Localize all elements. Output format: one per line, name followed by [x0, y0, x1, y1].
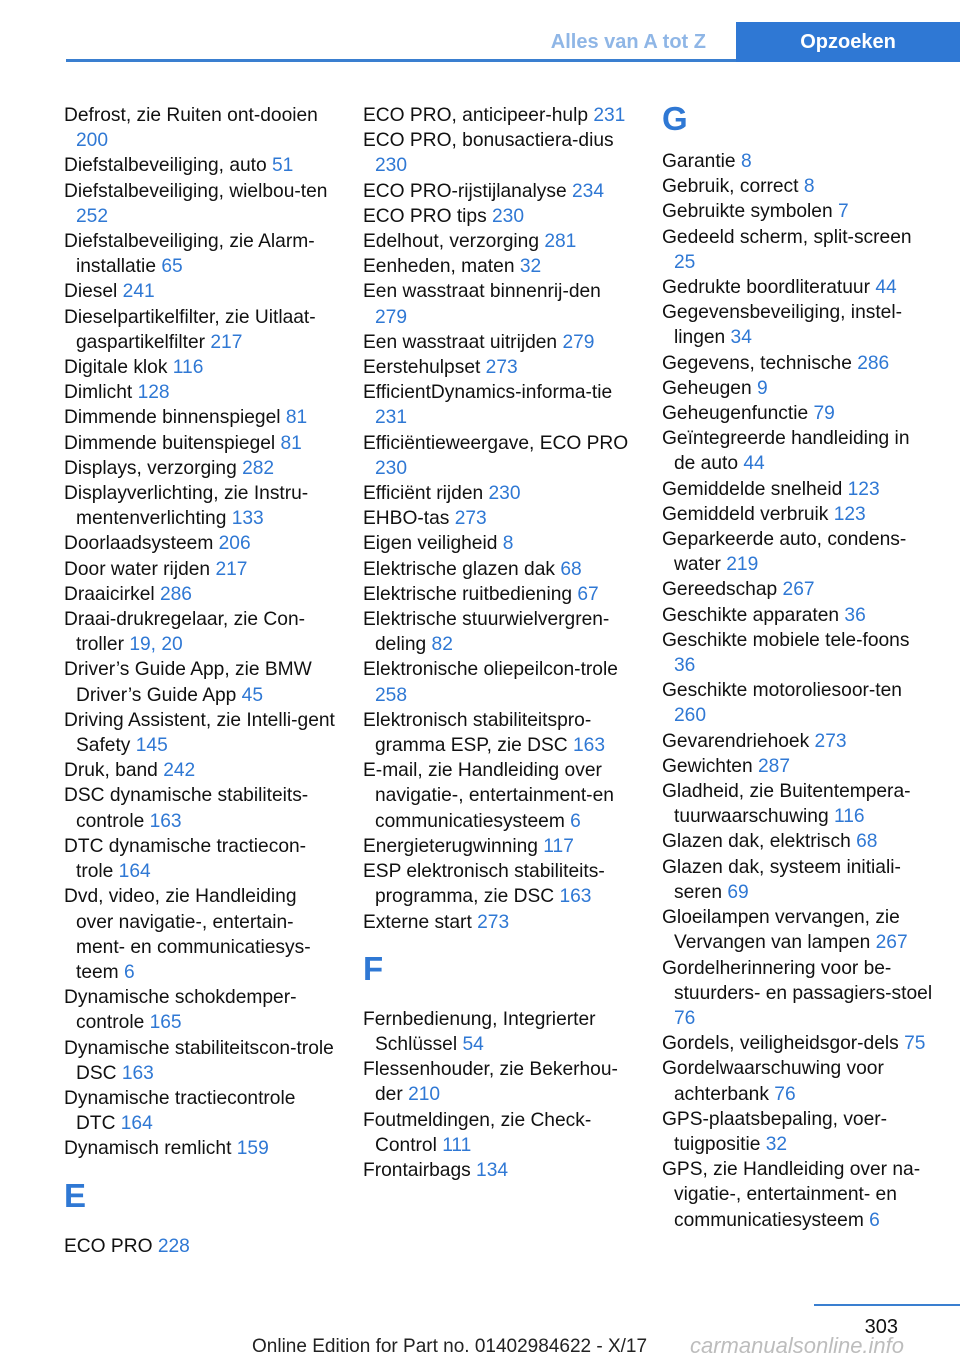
page-ref-link[interactable]: 145: [135, 735, 168, 757]
index-entry: [64, 758, 336, 783]
page-ref-link[interactable]: 241: [122, 281, 155, 303]
entry-term: Foutmeldingen, zie Check-Control: [363, 1109, 592, 1156]
index-entry: [363, 254, 635, 279]
page-ref-link[interactable]: 34: [730, 327, 752, 349]
index-entry: [662, 527, 934, 577]
index-entry: [64, 557, 336, 582]
index-entry: [662, 577, 934, 602]
page-ref-link[interactable]: 228: [157, 1235, 190, 1257]
index-entry: [64, 1086, 336, 1136]
page-header: [0, 0, 960, 62]
page-ref-link[interactable]: 134: [476, 1159, 509, 1181]
index-entry: [662, 603, 934, 628]
page-ref-link[interactable]: 273: [485, 357, 518, 379]
index-entry: [363, 330, 635, 355]
index-entry: [363, 657, 635, 707]
entry-term: Dvd, video, zie Handleiding over navigatie-, entertain-ment- en communicatiesys-teem: [64, 886, 311, 983]
page-ref-link[interactable]: 231: [593, 105, 626, 126]
entry-term: Frontairbags: [363, 1159, 477, 1181]
page-ref-link[interactable]: 163: [572, 735, 605, 757]
index-entry: [64, 179, 336, 229]
entry-term: Druk, band: [64, 760, 164, 782]
index-entry: [662, 855, 934, 905]
index-entry: [363, 229, 635, 254]
entry-term: Dieselpartikelfilter, zie Uitlaat-gaspartikelfilter: [64, 306, 316, 353]
entry-term: Gordelwaarschuwing voor achterbank: [662, 1058, 884, 1105]
page-ref-link[interactable]: 44: [743, 453, 765, 475]
page-ref-link[interactable]: 6: [570, 810, 581, 832]
entry-term: Gemiddelde snelheid: [662, 478, 848, 500]
page-ref-link[interactable]: 9: [756, 377, 768, 399]
entry-term: Geschikte motoroliesoor-ten: [662, 680, 902, 702]
page-ref-link[interactable]: 76: [674, 1007, 696, 1029]
index-column-1: [64, 103, 336, 1259]
entry-term: Gebruikte symbolen: [662, 201, 838, 223]
entry-term: Doorlaadsysteem: [64, 533, 219, 555]
page-ref-link[interactable]: 267: [782, 579, 815, 601]
index-entry: [64, 1036, 336, 1086]
page-ref-link[interactable]: 133: [231, 508, 264, 530]
entry-term: Een wasstraat binnenrij-den: [363, 281, 601, 303]
index-entry: [363, 128, 635, 178]
entry-term: ECO PRO tips: [363, 205, 493, 227]
index-entry: [363, 1007, 635, 1057]
entry-term: Gevarendriehoek: [662, 730, 815, 752]
page-ref-link[interactable]: 81: [280, 432, 302, 454]
entry-term: ESP elektronisch stabiliteits-programma, zie DSC: [363, 861, 605, 908]
entry-term: Dimlicht: [64, 382, 138, 404]
entry-term: Diefstalbeveiliging, wielbou-ten: [64, 180, 328, 202]
entry-term: Fernbedienung, Integrierter Schlüssel: [363, 1008, 596, 1055]
active-tab[interactable]: Opzoeken: [736, 22, 960, 62]
entry-term: Eigen veiligheid: [363, 533, 503, 555]
index-entry: [662, 199, 934, 224]
index-entry: [64, 279, 336, 304]
index-entry: [662, 1031, 934, 1056]
entry-term: GPS-plaatsbepaling, voer-tuigpositie: [662, 1108, 888, 1155]
entry-term: Driver’s Guide App, zie BMW Driver’s Guide App: [64, 659, 312, 706]
index-entry: [363, 279, 635, 329]
page-ref-link[interactable]: 67: [577, 583, 599, 605]
index-entry: [64, 229, 336, 279]
index-entry: [64, 834, 336, 884]
index-entry: [363, 758, 635, 834]
entry-term: ECO PRO, bonusactiera-dius: [363, 130, 614, 152]
page-ref-link[interactable]: 200: [76, 130, 109, 152]
page-ref-link[interactable]: 75: [904, 1033, 926, 1055]
entry-term: Dimmende binnenspiegel: [64, 407, 286, 429]
letter-heading: F: [363, 949, 384, 987]
index-entry: [64, 657, 336, 707]
index-entry: [363, 179, 635, 204]
entry-term: Driving Assistent, zie Intelli-gent Safety: [64, 709, 335, 757]
index-entry: [662, 300, 934, 350]
entry-term: Glazen dak, elektrisch: [662, 831, 857, 853]
page-ref-link[interactable]: 267: [875, 932, 908, 954]
page-ref-link[interactable]: 164: [120, 1113, 153, 1135]
entry-term: Externe start: [363, 911, 478, 933]
index-entry: [64, 431, 336, 456]
index-entry: [64, 1136, 336, 1161]
index-entry: [662, 628, 934, 678]
entry-term: ECO PRO: [64, 1235, 158, 1257]
index-entry: [64, 708, 336, 758]
index-entry: [662, 754, 934, 779]
entry-term: Elektrische glazen dak: [363, 558, 561, 580]
index-entry: [662, 351, 934, 376]
entry-term: Dynamische stabiliteitscon-trole DSC: [64, 1037, 334, 1084]
page-ref-link[interactable]: 159: [236, 1138, 269, 1160]
page-ref-link[interactable]: 79: [813, 403, 835, 425]
entry-term: E-mail, zie Handleiding over navigatie-, entertainment-en communicatiesysteem: [363, 760, 614, 832]
page-ref-link[interactable]: 19, 20: [129, 634, 183, 656]
index-entry: [363, 431, 635, 481]
page-ref-link[interactable]: 54: [462, 1033, 484, 1055]
entry-term: Displayverlichting, zie Instru-mentenverlichting: [64, 483, 309, 530]
page-ref-link[interactable]: 123: [833, 503, 866, 525]
page-ref-link[interactable]: 230: [375, 155, 408, 177]
index-entry: [64, 607, 336, 657]
entry-term: Gloeilampen vervangen, zie Vervangen van lampen: [662, 907, 900, 954]
entry-term: Diefstalbeveiliging, auto: [64, 155, 272, 177]
index-entry: [662, 779, 934, 829]
page-ref-link[interactable]: 164: [118, 861, 151, 883]
index-entry: [662, 502, 934, 527]
entry-term: EfficientDynamics-informa-tie: [363, 382, 613, 404]
page-ref-link[interactable]: 117: [543, 835, 574, 857]
entry-term: GPS, zie Handleiding over na-vigatie-, entertainment- en communicatiesysteem: [662, 1159, 921, 1231]
entry-term: Efficiënt rijden: [363, 483, 489, 505]
entry-term: Geschikte mobiele tele-foons: [662, 629, 910, 651]
page-ref-link[interactable]: 81: [285, 407, 308, 429]
page-ref-link[interactable]: 68: [560, 558, 582, 580]
page-ref-link[interactable]: 230: [492, 205, 525, 227]
page-ref-link[interactable]: 279: [375, 306, 408, 328]
index-entry: [363, 355, 635, 380]
entry-term: Elektrische stuurwielvergren-deling: [363, 609, 610, 656]
page-ref-link[interactable]: 69: [727, 881, 749, 903]
page-ref-link[interactable]: 273: [814, 730, 847, 752]
page-ref-link[interactable]: 32: [519, 256, 542, 278]
index-entry: [64, 355, 336, 380]
page-ref-link[interactable]: 281: [544, 231, 577, 253]
entry-term: Gegevensbeveiliging, instel-lingen: [662, 302, 902, 349]
page-ref-link[interactable]: 279: [562, 331, 595, 353]
page-ref-link[interactable]: 258: [375, 684, 408, 706]
page-ref-link[interactable]: 273: [477, 911, 510, 933]
entry-term: Eerstehulpset: [363, 357, 486, 379]
entry-term: Elektronisch stabiliteitspro-gramma ESP, zie DSC: [363, 709, 592, 757]
index-entry: [64, 481, 336, 531]
index-entry: [363, 607, 635, 657]
index-entry: [64, 884, 336, 985]
letter-heading: G: [662, 100, 688, 137]
entry-term: Displays, verzorging: [64, 457, 243, 479]
entry-term: Geparkeerde auto, condens-water: [662, 529, 907, 576]
index-column-2: [363, 103, 635, 1183]
entry-term: Gedrukte boordliteratuur: [662, 277, 876, 299]
page-number: 303: [864, 1316, 898, 1338]
index-entry: [662, 376, 934, 401]
index-entry: [662, 149, 934, 174]
entry-term: Diefstalbeveiliging, zie Alarm-installatie: [64, 231, 315, 278]
index-entry: [363, 204, 635, 229]
page-ref-link[interactable]: 36: [674, 655, 696, 677]
entry-term: Digitale klok: [64, 357, 173, 379]
index-entry: [662, 1056, 934, 1106]
index-entry: [363, 859, 635, 909]
watermark: carmanualsonline.info: [690, 1333, 905, 1358]
page-ref-link[interactable]: 206: [218, 533, 251, 555]
page-ref-link[interactable]: 116: [172, 357, 204, 379]
page-ref-link[interactable]: 242: [163, 760, 196, 782]
letter-heading: E: [64, 1176, 87, 1214]
index-column-3: [662, 100, 934, 1233]
page-ref-link[interactable]: 286: [159, 583, 192, 605]
page-ref-link[interactable]: 217: [215, 558, 248, 580]
entry-term: Dynamische schokdemper-controle: [64, 987, 297, 1034]
index-entry: [64, 103, 336, 153]
section-tab[interactable]: Alles van A tot Z: [550, 31, 706, 53]
entry-term: Glazen dak, systeem initiali-seren: [662, 856, 901, 903]
index-entry: [363, 103, 635, 128]
index-entry: [662, 426, 934, 476]
entry-term: Eenheden, maten: [363, 256, 520, 278]
page-ref-link[interactable]: 273: [454, 508, 487, 530]
page-ref-link[interactable]: 210: [408, 1084, 441, 1106]
page-ref-link[interactable]: 286: [857, 352, 890, 374]
page-ref-link[interactable]: 36: [844, 604, 866, 626]
page-ref-link[interactable]: 217: [210, 331, 243, 353]
index-entry: [662, 956, 934, 1032]
index-entry: [662, 1157, 934, 1233]
page-ref-link[interactable]: 111: [442, 1134, 472, 1156]
entry-term: Gordelherinnering voor be-stuurders- en passagiers-stoel: [662, 957, 933, 1004]
page-ref-link[interactable]: 260: [674, 705, 707, 727]
index-entry: [662, 905, 934, 955]
index-entry: [363, 1057, 635, 1107]
entry-term: Dimmende buitenspiegel: [64, 432, 281, 454]
entry-term: EHBO-tas: [363, 508, 455, 530]
index-entry: [64, 456, 336, 481]
page-ref-link[interactable]: 123: [847, 478, 880, 500]
page-ref-link[interactable]: 116: [833, 806, 865, 828]
page-ref-link[interactable]: 82: [431, 634, 453, 656]
page-ref-link[interactable]: 231: [375, 407, 408, 429]
index-entry: [363, 1108, 635, 1158]
entry-term: Gemiddeld verbruik: [662, 503, 834, 525]
index-entry: [662, 275, 934, 300]
entry-term: ECO PRO, anticipeer-hulp: [363, 105, 594, 126]
index-entry: [363, 481, 635, 506]
page-ref-link[interactable]: 7: [837, 201, 849, 223]
entry-term: Gebruik, correct: [662, 176, 804, 198]
page-ref-link[interactable]: 165: [149, 1012, 182, 1034]
entry-term: Gegevens, technische: [662, 352, 858, 374]
index-entry: [64, 531, 336, 556]
entry-term: Garantie: [662, 151, 741, 172]
index-entry: [64, 783, 336, 833]
entry-term: Dynamische tractiecontrole DTC: [64, 1087, 296, 1135]
index-entry: [64, 405, 336, 430]
index-entry: [662, 174, 934, 199]
entry-term: Geheugenfunctie: [662, 403, 814, 425]
entry-term: ECO PRO-rijstijlanalyse: [363, 180, 572, 202]
entry-term: Geïntegreerde handleiding in de auto: [662, 428, 910, 475]
page-ref-link[interactable]: 234: [571, 180, 604, 202]
index-entry: [363, 1158, 635, 1183]
entry-term: Defrost, zie Ruiten ont-dooien: [64, 105, 318, 126]
index-entry: [363, 557, 635, 582]
index-entry: [662, 829, 934, 854]
index-entry: [662, 729, 934, 754]
page-ref-link[interactable]: 44: [875, 277, 897, 299]
page-ref-link[interactable]: 230: [375, 457, 408, 479]
page-ref-link[interactable]: 8: [502, 533, 514, 555]
index-entry: [662, 401, 934, 426]
page-ref-link[interactable]: 6: [869, 1209, 880, 1231]
entry-term: Door water rijden: [64, 558, 216, 580]
page-ref-link[interactable]: 163: [559, 886, 592, 908]
entry-term: Gedeeld scherm, split-screen: [662, 226, 912, 248]
page-ref-link[interactable]: 65: [161, 256, 183, 278]
entry-term: Geheugen: [662, 377, 757, 399]
entry-term: Elektrische ruitbediening: [363, 583, 578, 605]
entry-term: Diesel: [64, 281, 123, 303]
page-ref-link[interactable]: 163: [149, 810, 182, 832]
index-entry: [662, 477, 934, 502]
index-entry: [662, 678, 934, 728]
page-ref-link[interactable]: 230: [488, 483, 521, 505]
entry-term: Energieterugwinning: [363, 835, 544, 857]
entry-term: Gewichten: [662, 755, 758, 777]
index-entry: [64, 582, 336, 607]
entry-term: Een wasstraat uitrijden: [363, 331, 563, 353]
entry-term: DTC dynamische tractiecon-trole: [64, 835, 307, 883]
page-ref-link[interactable]: 282: [242, 457, 275, 479]
entry-term: Efficiëntieweergave, ECO PRO: [363, 432, 629, 454]
page-ref-link[interactable]: 8: [803, 176, 815, 198]
edition-text: Online Edition for Part no. 01402984622 - X/17: [252, 1336, 648, 1357]
index-entry: [363, 582, 635, 607]
page-ref-link[interactable]: 128: [137, 382, 170, 404]
page-ref-link[interactable]: 32: [765, 1133, 788, 1155]
entry-term: Gordels, veiligheidsgor-dels: [662, 1033, 905, 1055]
entry-term: DSC dynamische stabiliteits-controle: [64, 785, 309, 832]
index-entry: [64, 380, 336, 405]
index-entry: [363, 834, 635, 859]
entry-term: Draaicirkel: [64, 583, 160, 605]
page-ref-link[interactable]: 287: [757, 755, 790, 777]
index-entry: [363, 380, 635, 430]
index-entry: [64, 985, 336, 1035]
index-entry: [64, 153, 336, 178]
page-ref-link[interactable]: 6: [124, 961, 135, 983]
page-ref-link[interactable]: 76: [774, 1083, 796, 1105]
page-ref-link[interactable]: 45: [241, 684, 264, 706]
entry-term: Flessenhouder, zie Bekerhou-der: [363, 1059, 618, 1106]
index-entry: [363, 531, 635, 556]
page-ref-link[interactable]: 51: [272, 155, 294, 177]
entry-term: Draai-drukregelaar, zie Con-troller: [64, 609, 306, 656]
index-entry: [363, 708, 635, 758]
index-entry: [64, 305, 336, 355]
page-ref-link[interactable]: 252: [76, 205, 109, 227]
index-entry: [363, 506, 635, 531]
entry-term: Edelhout, verzorging: [363, 231, 545, 253]
index-entry: [64, 1234, 336, 1259]
entry-term: Gladheid, zie Buitentempera-tuurwaarschuwing: [662, 781, 911, 828]
entry-term: Elektronische oliepeilcon-trole: [363, 659, 618, 681]
page-ref-link[interactable]: 25: [674, 251, 696, 273]
entry-term: Geschikte apparaten: [662, 604, 845, 626]
index-entry: [662, 225, 934, 275]
index-entry: [363, 910, 635, 935]
entry-term: Gereedschap: [662, 579, 783, 601]
page-ref-link[interactable]: 163: [121, 1062, 154, 1084]
entry-term: Dynamisch remlicht: [64, 1138, 237, 1160]
footer-rule: [814, 1304, 960, 1306]
page-ref-link[interactable]: 219: [726, 554, 759, 576]
page-ref-link[interactable]: 68: [856, 831, 878, 853]
index-entry: [662, 1107, 934, 1157]
page-ref-link[interactable]: 8: [740, 151, 752, 172]
